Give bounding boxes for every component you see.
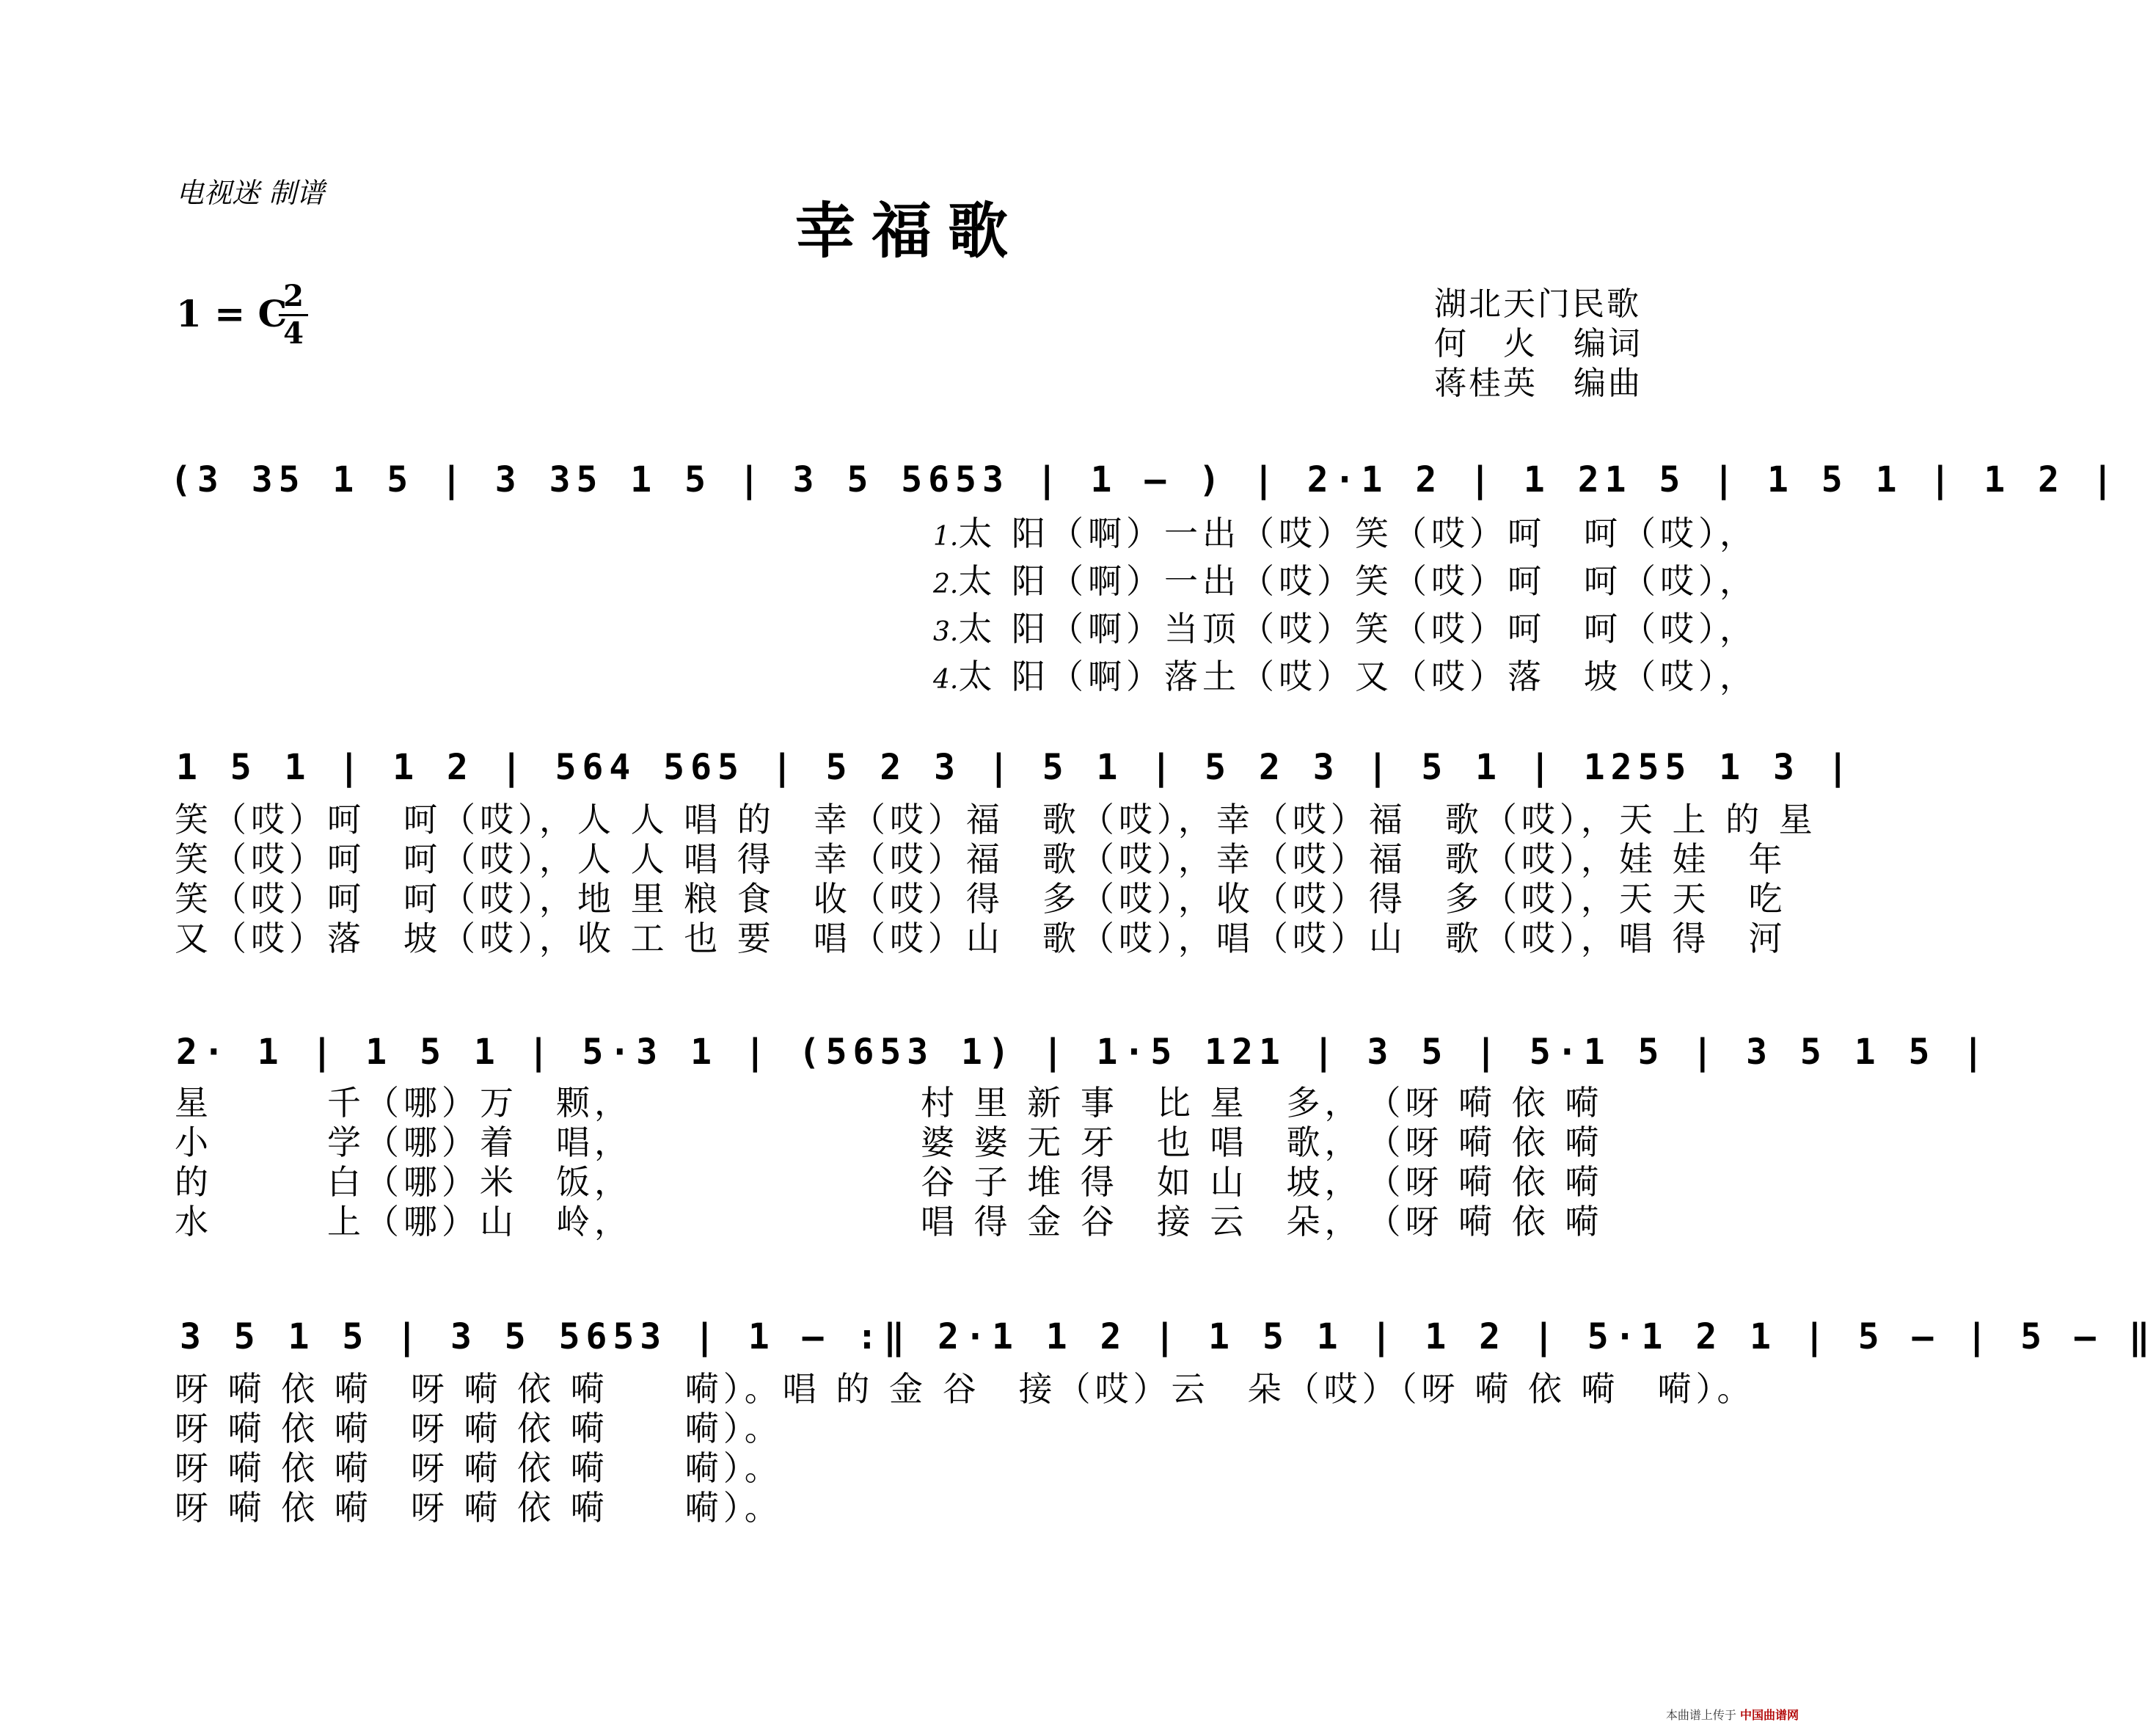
system-1-lyrics [933, 514, 1758, 704]
lyricist-role: 编词 [1574, 325, 1642, 362]
lyric-line: 笑（哎）呵 呵（哎），人 人 唱 的 幸（哎）福 歌（哎），幸（哎）福 歌（哎），天 上 的 星 [175, 800, 1817, 839]
credit-origin: 湖北天门民歌 [1434, 285, 1641, 323]
lyric-line: 水 上（哪）山 岭， 唱 得 金 谷 接 云 朵， （呀 嗬 依 嗬 [175, 1202, 1604, 1241]
song-title: 幸福歌 [794, 196, 1024, 266]
credit-row-origin [1434, 285, 1647, 324]
system-3-lyrics [175, 1083, 1603, 1241]
composer-role: 编曲 [1574, 365, 1642, 402]
system-1-notes: (3 35 1 5 | 3 35 1 5 | 3 5 5653 | 1 – ) | 2·1 2 | 1 21 5 | 1 5 1 | 1 2 | [170, 459, 2119, 500]
credits-block [1434, 285, 1647, 404]
verse-number: 1. [933, 522, 959, 552]
footer-prefix: 本曲谱上传于 [1665, 1708, 1736, 1722]
lyric-line: 3.太 阳（啊）当顶（哎）笑（哎）呵 呵（哎）， [933, 609, 1758, 649]
key-signature: 1 = C [176, 292, 288, 335]
verse-number: 4. [933, 665, 959, 695]
lyric-line: 4.太 阳（啊）落土（哎）又（哎）落 坡（哎）， [933, 657, 1758, 696]
credit-row-lyricist [1434, 324, 1647, 364]
verse-number: 2. [933, 569, 959, 599]
site-logo-text: 中国曲谱网 [1739, 1708, 1799, 1722]
system-4-notes: 3 5 1 5 | 3 5 5653 | 1 – :‖ 2·1 1 2 | 1 5 1 | 1 2 | 5·1 2 1 | 5 – | 5 – ‖ [180, 1316, 2156, 1357]
maker-credit: 电视迷 制谱 [176, 177, 325, 209]
lyricist-name: 何 火 [1434, 325, 1538, 362]
lyric-line: 呀 嗬 依 嗬 呀 嗬 依 嗬 嗬）。 [175, 1448, 783, 1488]
system-2-lyrics [175, 800, 1817, 958]
lyric-line: 呀 嗬 依 嗬 呀 嗬 依 嗬 嗬）。 [175, 1409, 783, 1448]
system-2-notes: 1 5 1 | 1 2 | 564 565 | 5 2 3 | 5 1 | 5 2 3 | 5 1 | 1255 1 3 | [176, 747, 1854, 788]
composer-name: 蒋桂英 [1434, 365, 1538, 402]
system-3-notes: 2· 1 | 1 5 1 | 5·3 1 | (5653 1) | 1·5 121 | 3 5 | 5·1 5 | 3 5 1 5 | [176, 1032, 1990, 1073]
time-signature [279, 280, 308, 350]
meter-top: 2 [283, 279, 304, 313]
lyric-line: 又（哎）落 坡（哎），收 工 也 要 唱（哎）山 歌（哎），唱（哎）山 歌（哎），唱 得 河 [175, 919, 1787, 958]
lyric-line: 呀 嗬 依 嗬 呀 嗬 依 嗬 嗬）。唱 的 金 谷 接（哎）云 朵（哎）（呀 嗬 依 嗬 嗬）。 [175, 1369, 1755, 1409]
lyric-line: 笑（哎）呵 呵（哎），人 人 唱 得 幸（哎）福 歌（哎），幸（哎）福 歌（哎），娃 娃 年 [175, 839, 1787, 879]
lyric-line: 呀 嗬 依 嗬 呀 嗬 依 嗬 嗬）。 [175, 1488, 783, 1528]
lyric-line: 小 学（哪）着 唱， 婆 婆 无 牙 也 唱 歌， （呀 嗬 依 嗬 [175, 1123, 1604, 1162]
meter-bottom: 4 [283, 316, 304, 351]
lyric-line: 星 千（哪）万 颗， 村 里 新 事 比 星 多， （呀 嗬 依 嗬 [175, 1083, 1604, 1123]
upload-footer [1666, 1706, 1799, 1723]
lyric-line: 2.太 阳（啊）一出（哎）笑（哎）呵 呵（哎）， [933, 561, 1758, 601]
lyric-line: 1.太 阳（啊）一出（哎）笑（哎）呵 呵（哎）， [933, 514, 1758, 553]
lyric-line: 笑（哎）呵 呵（哎），地 里 粮 食 收（哎）得 多（哎），收（哎）得 多（哎），天 天 吃 [175, 879, 1787, 919]
system-4-lyrics [175, 1369, 1755, 1528]
verse-number: 3. [933, 617, 959, 647]
credit-row-composer [1434, 364, 1647, 404]
lyric-line: 的 白（哪）米 饭， 谷 子 堆 得 如 山 坡， （呀 嗬 依 嗬 [175, 1162, 1604, 1202]
